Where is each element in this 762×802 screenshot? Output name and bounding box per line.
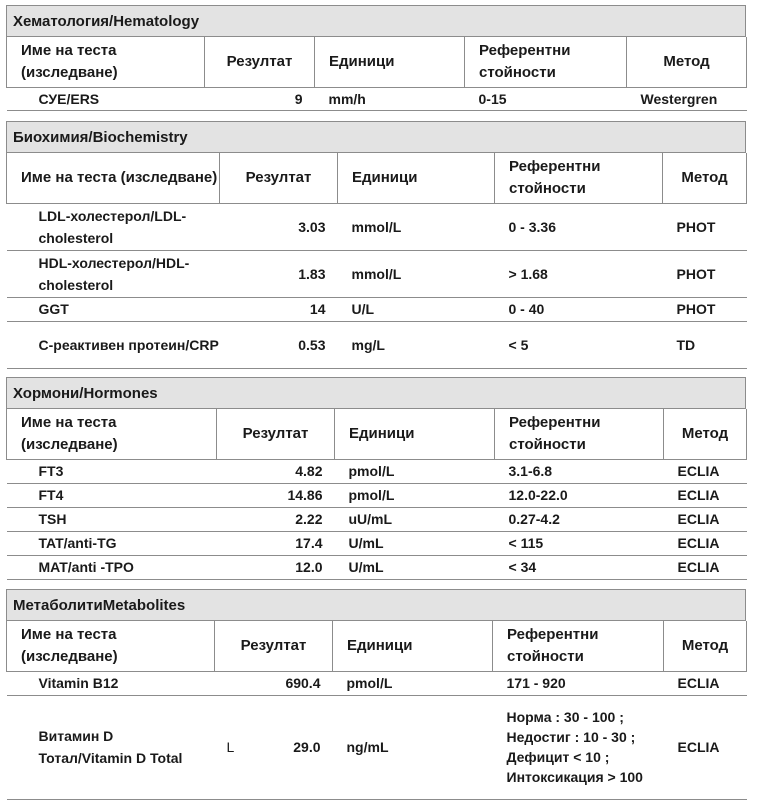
test-method: ECLIA [664,671,747,695]
test-reference: 0 - 40 [495,297,663,321]
test-result: 1.83 [220,250,338,297]
test-result: 4.82 [217,459,335,483]
table-row [7,555,747,579]
test-result: 14 [220,297,338,321]
test-name: TAT/anti-TG [7,531,217,555]
test-method: ECLIA [664,507,747,531]
test-units: pmol/L [335,459,495,483]
test-name: HDL-холестерол/HDL-cholesterol [7,250,220,297]
test-reference: 171 - 920 [493,671,664,695]
col-header-method: Метод [627,37,747,87]
test-result: 3.03 [220,203,338,250]
test-units: U/mL [335,531,495,555]
test-reference: < 34 [495,555,664,579]
col-header-name: Име на теста (изследване) [7,409,217,459]
col-header-name: Име на теста (изследване) [7,37,205,87]
test-units: pmol/L [335,483,495,507]
table-header-row [7,37,747,87]
col-header-method: Метод [663,153,747,203]
table-row [7,297,747,321]
test-units: pmol/L [333,671,493,695]
section-title: Хематология/Hematology [6,5,746,37]
section-title: Хормони/Hormones [6,377,746,409]
test-reference: > 1.68 [495,250,663,297]
test-name: GGT [7,297,220,321]
test-name: TSH [7,507,217,531]
test-result: 0.53 [220,321,338,368]
test-result: 14.86 [217,483,335,507]
test-name: FT3 [7,459,217,483]
col-header-units: Единици [315,37,465,87]
test-result: 29.0 [293,739,321,755]
test-units: ng/mL [333,695,493,799]
result-flag: L [226,739,235,755]
table-row [7,695,747,799]
test-result: 12.0 [217,555,335,579]
test-reference: Норма : 30 - 100 ; Недостиг : 10 - 30 ; Дефицит < 10 ; Интоксикация > 100 [493,695,664,799]
test-name: Vitamin B12 [7,671,215,695]
test-method: PHOT [663,297,747,321]
section-hematology [6,5,746,111]
test-reference: < 5 [495,321,663,368]
table-row [7,459,747,483]
table-row [7,671,747,695]
section-biochemistry [6,121,746,369]
col-header-result: Резултат [205,37,315,87]
col-header-name: Име на теста (изследване) [7,621,215,671]
col-header-units: Единици [335,409,495,459]
table-row [7,203,747,250]
results-table [6,37,747,111]
col-header-reference: Референтни стойности [495,409,664,459]
col-header-reference: Референтни стойности [465,37,627,87]
test-method: ECLIA [664,531,747,555]
table-header-row [7,409,747,459]
test-reference: 0 - 3.36 [495,203,663,250]
test-result: 9 [205,87,315,110]
test-reference: < 115 [495,531,664,555]
test-units: uU/mL [335,507,495,531]
results-table [6,153,747,369]
test-method: ECLIA [664,555,747,579]
table-row [7,531,747,555]
test-name: СУЕ/ERS [7,87,205,110]
test-name: LDL-холестерол/LDL-cholesterol [7,203,220,250]
test-result: 17.4 [217,531,335,555]
col-header-name: Име на теста (изследване) [7,153,220,203]
section-hormones [6,377,746,580]
test-units: mmol/L [338,203,495,250]
test-units: U/L [338,297,495,321]
col-header-result: Резултат [217,409,335,459]
col-header-result: Резултат [220,153,338,203]
col-header-method: Метод [664,409,747,459]
section-title: МетаболитиMetabolites [6,589,746,621]
test-method: ECLIA [664,695,747,799]
test-name: FT4 [7,483,217,507]
test-units: mm/h [315,87,465,110]
test-reference: 3.1-6.8 [495,459,664,483]
test-units: U/mL [335,555,495,579]
test-reference: 12.0-22.0 [495,483,664,507]
test-result: 2.22 [217,507,335,531]
test-method: Westergren [627,87,747,110]
table-header-row [7,153,747,203]
section-title: Биохимия/Biochemistry [6,121,746,153]
test-method: PHOT [663,250,747,297]
test-name: C-реактивен протеин/CRP [7,321,220,368]
test-units: mmol/L [338,250,495,297]
test-reference: 0.27-4.2 [495,507,664,531]
test-name: MAT/anti -TPO [7,555,217,579]
test-reference: 0-15 [465,87,627,110]
col-header-reference: Референтни стойности [495,153,663,203]
table-row [7,87,747,110]
col-header-result: Резултат [215,621,333,671]
col-header-units: Единици [338,153,495,203]
results-table [6,621,747,800]
col-header-units: Единици [333,621,493,671]
results-table [6,409,747,580]
table-row [7,483,747,507]
test-method: TD [663,321,747,368]
test-result-cell [215,695,333,799]
table-row [7,507,747,531]
table-row [7,250,747,297]
section-metabolites [6,589,746,800]
test-method: ECLIA [664,483,747,507]
test-method: ECLIA [664,459,747,483]
table-row [7,321,747,368]
col-header-reference: Референтни стойности [493,621,664,671]
table-header-row [7,621,747,671]
col-header-method: Метод [664,621,747,671]
test-units: mg/L [338,321,495,368]
test-result: 690.4 [215,671,333,695]
test-method: PHOT [663,203,747,250]
test-name: Витамин D Тотал/Vitamin D Total [7,695,215,799]
